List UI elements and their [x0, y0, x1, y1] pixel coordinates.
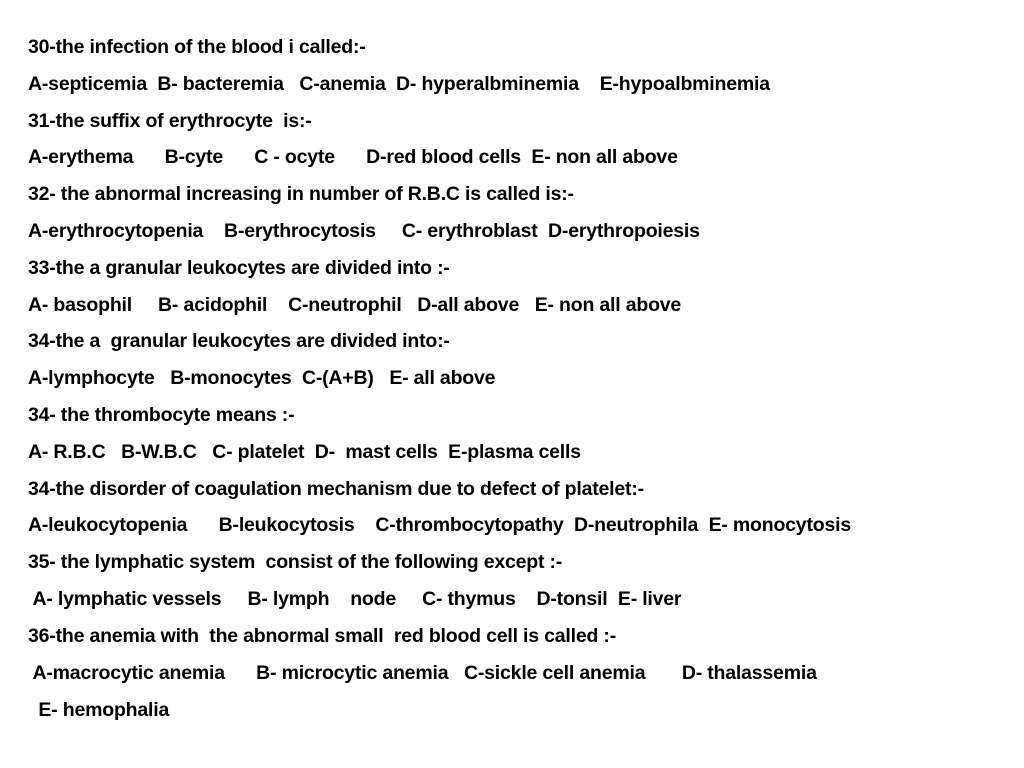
answers-34c: A-leukocytopenia B-leukocytosis C-thrombocytopathy D-neutrophila E- monocytosis: [28, 514, 851, 536]
answers-33: A- basophil B- acidophil C-neutrophil D-all above E- non all above: [28, 294, 682, 316]
answers-35: A- lymphatic vessels B- lymph node C- thymus D-tonsil E- liver: [28, 588, 682, 610]
question-36: 36-the anemia with the abnormal small red blood cell is called :-: [28, 625, 617, 647]
question-30: 30-the infection of the blood i called:-: [28, 36, 366, 58]
answers-34b: A- R.B.C B-W.B.C C- platelet D- mast cells E-plasma cells: [28, 441, 581, 463]
question-35: 35- the lymphatic system consist of the following except :-: [28, 551, 563, 573]
answers-36: A-macrocytic anemia B- microcytic anemia C-sickle cell anemia D- thalassemia: [28, 662, 817, 684]
answers-32: A-erythrocytopenia B-erythrocytosis C- erythroblast D-erythropoiesis: [28, 220, 700, 242]
question-34b: 34- the thrombocyte means :-: [28, 404, 295, 426]
question-33: 33-the a granular leukocytes are divided into :-: [28, 257, 450, 279]
question-32: 32- the abnormal increasing in number of R.B.C is called is:-: [28, 183, 574, 205]
question-34a: 34-the a granular leukocytes are divided into:-: [28, 330, 450, 352]
answers-30: A-septicemia B- bacteremia C-anemia D- hyperalbminemia E-hypoalbminemia: [28, 73, 770, 95]
answers-34a: A-lymphocyte B-monocytes C-(A+B) E- all above: [28, 367, 496, 389]
answers-31: A-erythema B-cyte C - ocyte D-red blood cells E- non all above: [28, 146, 678, 168]
question-34c: 34-the disorder of coagulation mechanism due to defect of platelet:-: [28, 478, 644, 500]
question-31: 31-the suffix of erythrocyte is:-: [28, 110, 312, 132]
answers-36-cont: E- hemophalia: [28, 699, 170, 721]
